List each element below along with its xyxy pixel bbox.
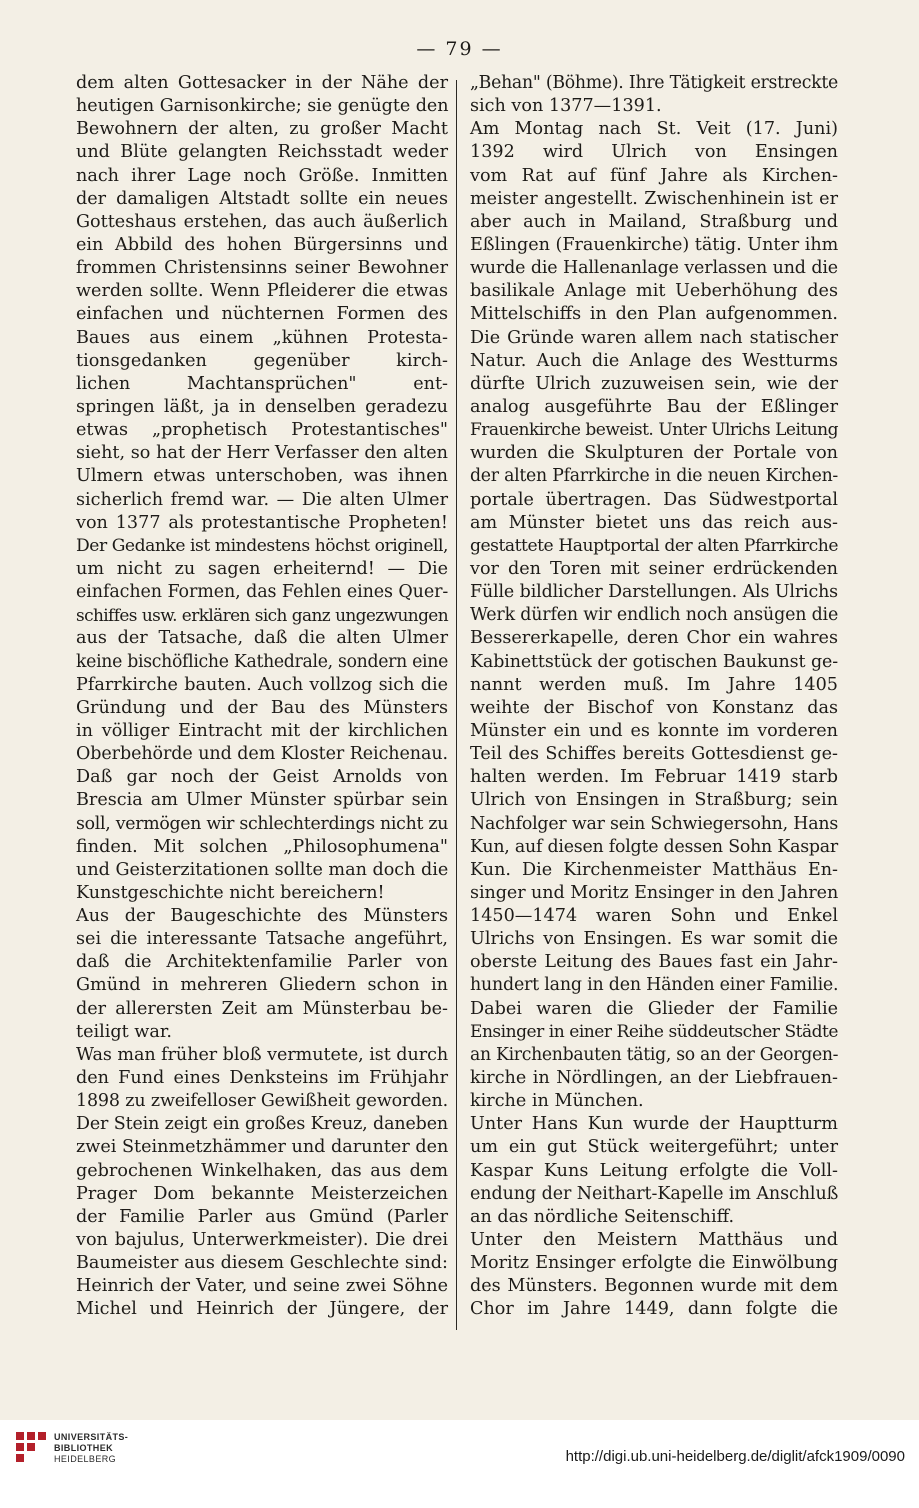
text-line: Baumeister aus diesem Geschlechte sind: — [76, 1253, 448, 1274]
text-line: tionsgedanken gegenüber kirch- — [76, 350, 448, 371]
text-line: und Geisterzitationen sollte man doch die — [76, 859, 449, 880]
text-line: den Fund eines Denksteins im Frühjahr — [76, 1068, 448, 1089]
text-line: portale übertragen. Das Südwestportal — [470, 489, 838, 510]
text-line: lichen Machtansprüchen" ent- — [76, 373, 448, 394]
source-url-link[interactable]: http://digi.ub.uni-heidelberg.de/diglit/afck1909/0090 — [565, 1448, 905, 1465]
text-line: 1898 zu zweifelloser Gewißheit geworden. — [76, 1091, 448, 1112]
text-line: Gotteshaus erstehen, das auch äußerlich — [76, 211, 448, 232]
text-line: Mittelschiffs in den Plan aufgenommen. — [470, 304, 838, 325]
text-line: gestattete Hauptportal der alten Pfarrkirche — [470, 535, 838, 556]
text-line: Teil des Schiffes bereits Gottesdienst ge- — [470, 744, 838, 765]
institution-line-2: BIBLIOTHEK — [54, 1443, 113, 1453]
text-line: teiligt war. — [76, 1021, 172, 1042]
text-line: um nicht zu sagen erheiternd! — Die — [76, 558, 448, 579]
text-line: Kunstgeschichte nicht bereichern! — [76, 882, 385, 903]
text-line: Michel und Heinrich der Jüngere, der — [76, 1299, 448, 1320]
text-line: Bewohnern der alten, zu großer Macht — [76, 119, 448, 140]
text-line: gebrochenen Winkelhaken, das aus dem — [76, 1160, 448, 1181]
text-line: nach ihrer Lage noch Größe. Inmitten — [76, 165, 448, 186]
text-line: der alten Pfarrkirche in die neuen Kirchen- — [470, 466, 838, 487]
text-line: Natur. Auch die Anlage des Westturms — [470, 350, 838, 371]
text-line: an Kirchenbauten tätig, so an der Georgen- — [470, 1044, 839, 1065]
text-line: Ulrichs von Ensingen. Es war somit die — [470, 929, 838, 950]
text-line: Gmünd in mehreren Gliedern schon in — [76, 975, 448, 996]
text-line: Was man früher bloß vermutete, ist durch — [76, 1044, 449, 1065]
university-logo-icon — [14, 1428, 48, 1472]
text-line: dem alten Gottesacker in der Nähe der — [76, 73, 448, 93]
text-line: etwas „prophetisch Protestantisches" — [76, 420, 448, 441]
text-line: keine bischöfliche Kathedrale, sondern eine — [76, 651, 448, 672]
text-line: werden sollte. Wenn Pfleiderer die etwas — [76, 281, 448, 302]
text-line: Fülle bildlicher Darstellungen. Als Ulrichs — [470, 582, 838, 603]
text-line: der damaligen Altstadt sollte ein neues — [76, 188, 448, 209]
text-line: Münster ein und es konnte im vorderen — [470, 720, 838, 741]
text-line: Daß gar noch der Geist Arnolds von — [76, 767, 448, 788]
text-line: daß die Architektenfamilie Parler von — [76, 952, 448, 973]
text-line: zwei Steinmetzhämmer und darunter den — [76, 1137, 449, 1158]
text-line: nannt werden muß. Im Jahre 1405 — [470, 674, 838, 695]
text-line: Werk dürfen wir endlich noch ansügen die — [470, 605, 839, 626]
text-line: Unter den Meistern Matthäus und — [470, 1230, 838, 1251]
institution-line-3: HEIDELBERG — [54, 1454, 117, 1464]
text-line: Kaspar Kuns Leitung erfolgte die Voll- — [470, 1160, 838, 1181]
text-line: Oberbehörde und dem Kloster Reichenau. — [76, 744, 448, 765]
text-line: wurde die Hallenanlage verlassen und die — [470, 258, 838, 279]
text-line: 1392 wird Ulrich von Ensingen — [470, 142, 838, 163]
text-line: schiffes usw. erklären sich ganz ungezwungen — [76, 605, 448, 626]
text-line: Bessererkapelle, deren Chor ein wahres — [470, 628, 838, 649]
text-line: kirche in München. — [470, 1091, 644, 1112]
text-line: Prager Dom bekannte Meisterzeichen — [76, 1183, 448, 1204]
text-line: Heinrich der Vater, und seine zwei Söhne — [76, 1276, 448, 1297]
text-line: Der Stein zeigt ein großes Kreuz, daneben — [76, 1114, 448, 1135]
text-line: Kabinettstück der gotischen Baukunst ge- — [470, 651, 838, 672]
text-line: Kun. Die Kirchenmeister Matthäus En- — [470, 859, 838, 880]
text-line: soll, vermögen wir schlechterdings nicht zu — [76, 813, 449, 834]
text-line: von 1377 als protestantische Propheten! — [76, 512, 448, 533]
text-line: am Münster bietet uns das reich aus- — [470, 512, 838, 533]
text-line: vor den Toren mit seiner erdrückenden — [470, 558, 838, 579]
text-line: Dabei waren die Glieder der Familie — [470, 998, 838, 1019]
institution-line-1: UNIVERSITÄTS- — [54, 1432, 129, 1442]
text-line: sicherlich fremd war. — Die alten Ulmer — [76, 489, 448, 510]
text-line: Frauenkirche beweist. Unter Ulrichs Leitung — [470, 420, 838, 441]
text-line: Aus der Baugeschichte des Münsters — [76, 906, 448, 927]
text-line: von bajulus, Unterwerkmeister). Die drei — [76, 1230, 448, 1251]
text-line: meister angestellt. Zwischenhinein ist er — [470, 188, 838, 209]
right-text-column — [470, 72, 838, 1322]
text-line: wurden die Skulpturen der Portale von — [470, 443, 838, 464]
text-line: Baues aus einem „kühnen Protesta- — [76, 327, 448, 348]
text-line: endung der Neithart-Kapelle im Anschluß — [470, 1183, 839, 1204]
text-line: dürfte Ulrich zuzuweisen sein, wie der — [470, 373, 838, 394]
text-line: in völliger Eintracht mit der kirchlichen — [76, 720, 448, 741]
text-line: basilikale Anlage mit Ueberhöhung des — [470, 281, 838, 302]
text-line: halten werden. Im Februar 1419 starb — [470, 767, 838, 788]
text-line: vom Rat auf fünf Jahre als Kirchen- — [470, 165, 838, 186]
text-line: finden. Mit solchen „Philosophumena" — [76, 836, 448, 857]
text-line: aber auch in Mailand, Straßburg und — [470, 211, 838, 232]
text-line: 1450—1474 waren Sohn und Enkel — [470, 906, 838, 927]
text-line: Chor im Jahre 1449, dann folgte die — [470, 1299, 838, 1320]
text-line: sei die interessante Tatsache angeführt, — [76, 929, 448, 950]
text-line: um ein gut Stück weitergeführt; unter — [470, 1137, 838, 1158]
text-line: analog ausgeführte Bau der Eßlinger — [470, 396, 838, 417]
text-line: oberste Leitung des Baues fast ein Jahr- — [470, 952, 838, 973]
text-line: Der Gedanke ist mindestens höchst originell, — [76, 535, 448, 556]
column-divider — [456, 80, 457, 1330]
text-line: springen läßt, ja in denselben geradezu — [76, 396, 448, 417]
text-line: Unter Hans Kun wurde der Hauptturm — [470, 1114, 838, 1135]
text-line: aus der Tatsache, daß die alten Ulmer — [76, 628, 448, 649]
text-line: Gründung und der Bau des Münsters — [76, 697, 448, 718]
text-line: an das nördliche Seitenschiff. — [470, 1206, 735, 1227]
text-line: und Blüte gelangten Reichsstadt weder — [76, 142, 448, 163]
text-line: Ulrich von Ensingen in Straßburg; sein — [470, 790, 838, 811]
text-line: sich von 1377—1391. — [470, 96, 662, 117]
page-number: — 79 — — [416, 38, 503, 60]
text-line: hundert lang in den Händen einer Familie. — [470, 975, 839, 996]
text-line: sieht, so hat der Herr Verfasser den alten — [76, 443, 448, 464]
text-line: weihte der Bischof von Konstanz das — [470, 697, 838, 718]
institution-name — [54, 1432, 128, 1465]
text-line: der Familie Parler aus Gmünd (Parler — [76, 1206, 448, 1227]
text-line: Nachfolger war sein Schwiegersohn, Hans — [470, 813, 839, 834]
text-line: des Münsters. Begonnen wurde mit dem — [470, 1276, 838, 1297]
text-line: Ensinger in einer Reihe süddeutscher Städte — [470, 1021, 838, 1042]
text-line: frommen Christensinns seiner Bewohner — [76, 258, 448, 279]
text-line: Brescia am Ulmer Münster spürbar sein — [76, 790, 448, 811]
text-line: Pfarrkirche bauten. Auch vollzog sich die — [76, 674, 448, 695]
text-line: einfachen Formen, das Fehlen eines Quer- — [76, 582, 449, 603]
text-line: Eßlingen (Frauenkirche) tätig. Unter ihm — [470, 234, 839, 255]
text-line: einfachen und nüchternen Formen des — [76, 304, 448, 325]
text-line: „Behan" (Böhme). Ihre Tätigkeit erstreckte — [470, 73, 838, 93]
left-text-column — [76, 72, 448, 1322]
text-line: der allerersten Zeit am Münsterbau be- — [76, 998, 448, 1019]
text-line: Moritz Ensinger erfolgte die Einwölbung — [470, 1253, 838, 1274]
text-line: heutigen Garnisonkirche; sie genügte den — [76, 96, 449, 117]
text-line: kirche in Nördlingen, an der Liebfrauen- — [470, 1068, 838, 1089]
text-line: singer und Moritz Ensinger in den Jahren — [470, 882, 839, 903]
text-line: Die Gründe waren allem nach statischer — [470, 327, 838, 348]
text-line: Am Montag nach St. Veit (17. Juni) — [470, 119, 838, 140]
text-line: Ulmern etwas unterschoben, was ihnen — [76, 466, 448, 487]
text-line: Kun, auf diesen folgte dessen Sohn Kaspar — [470, 836, 838, 857]
text-line: ein Abbild des hohen Bürgersinns und — [76, 234, 448, 255]
